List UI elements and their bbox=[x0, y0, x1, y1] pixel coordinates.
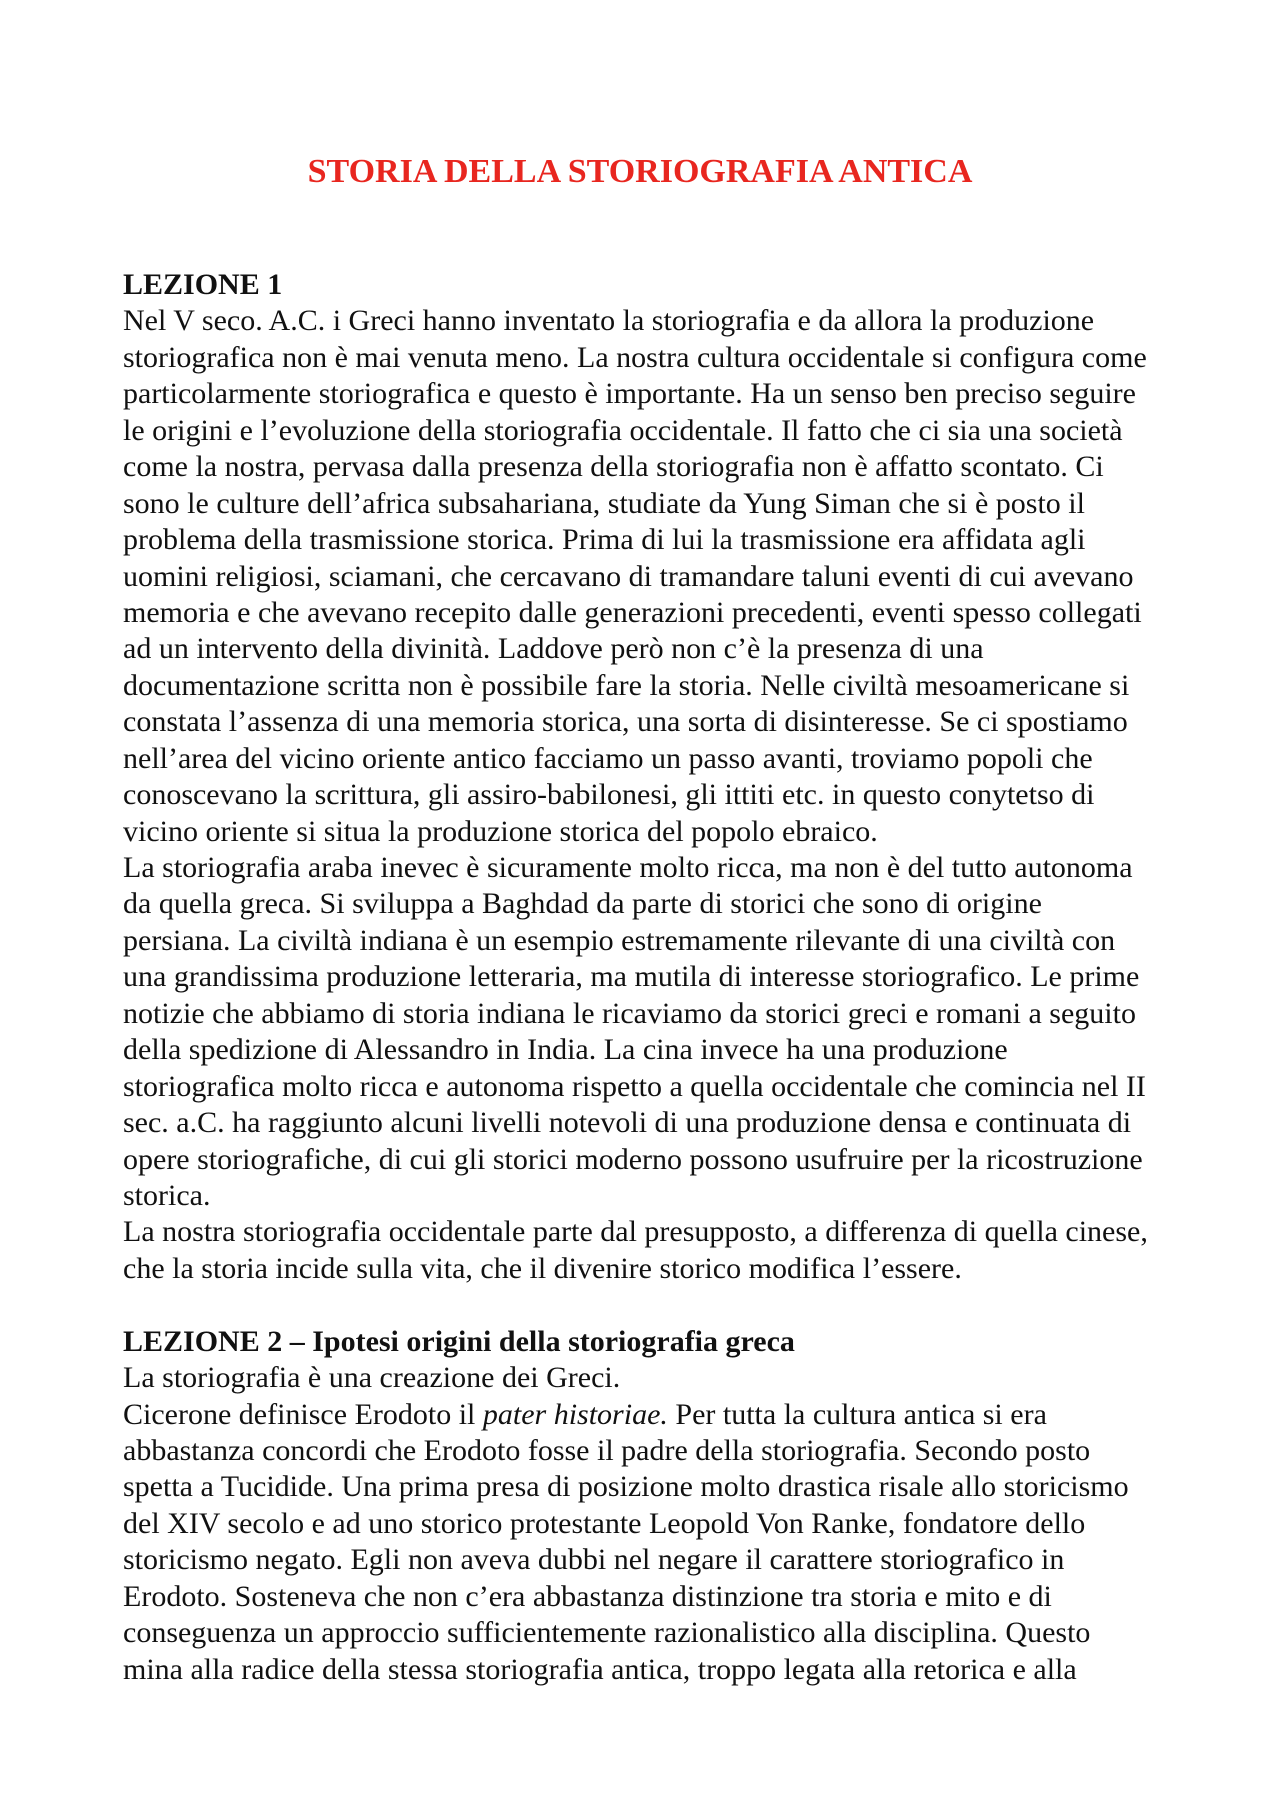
paragraph bbox=[123, 1214, 1183, 1287]
text-line bbox=[123, 1397, 1183, 1433]
text-line: La storiografia è una creazione dei Greci. bbox=[123, 1361, 621, 1395]
text-line: vicino oriente si situa la produzione storica del popolo ebraico. bbox=[123, 814, 878, 848]
text-line: ad un intervento della divinità. Laddove però non c’è la presenza di una bbox=[123, 632, 984, 666]
document-title: STORIA DELLA STORIOGRAFIA ANTICA bbox=[307, 153, 973, 190]
italic-text: pater historiae. bbox=[482, 1397, 668, 1431]
text-line: storiografica non è mai venuta meno. La nostra cultura occidentale si configura come bbox=[123, 340, 1147, 374]
text-line: conseguenza un approccio sufficientemente razionalistico alla disciplina. Questo bbox=[123, 1616, 1091, 1650]
text-line: Erodoto. Sosteneva che non c’era abbastanza distinzione tra storia e mito e di bbox=[123, 1579, 1052, 1613]
text-line: memoria e che avevano recepito dalle generazioni precedenti, eventi spesso collegati bbox=[123, 595, 1142, 629]
text-segment: Cicerone definisce Erodoto il bbox=[123, 1397, 483, 1431]
text-line: persiana. La civiltà indiana è un esempio estremamente rilevante di una civiltà con bbox=[123, 923, 1116, 957]
text-line: le origini e l’evoluzione della storiografia occidentale. Il fatto che ci sia una società bbox=[123, 413, 1123, 447]
text-line: che la storia incide sulla vita, che il divenire storico modifica l’essere. bbox=[123, 1251, 962, 1285]
text-line: come la nostra, pervasa dalla presenza della storiografia non è affatto scontato. Ci bbox=[123, 450, 1104, 484]
text-line: notizie che abbiamo di storia indiana le ricaviamo da storici greci e romani a seguito bbox=[123, 996, 1136, 1030]
text-line: problema della trasmissione storica. Prima di lui la trasmissione era affidata agli bbox=[123, 523, 1086, 557]
text-line: constata l’assenza di una memoria storica, una sorta di disinteresse. Se ci spostiamo bbox=[123, 705, 1128, 739]
text-line: storicismo negato. Egli non aveva dubbi nel negare il carattere storiografico in bbox=[123, 1543, 1065, 1577]
text-line: sec. a.C. ha raggiunto alcuni livelli notevoli di una produzione densa e continuata di bbox=[123, 1106, 1132, 1140]
text-line: documentazione scritta non è possibile fare la storia. Nelle civiltà mesoamericane si bbox=[123, 668, 1130, 702]
text-line: abbastanza concordi che Erodoto fosse il padre della storiografia. Secondo posto bbox=[123, 1434, 1091, 1467]
text-line: conoscevano la scrittura, gli assiro-babilonesi, gli ittiti etc. in questo conytetso di bbox=[123, 778, 1095, 812]
text-line: sono le culture dell’africa subsahariana, studiate da Yung Siman che si è posto il bbox=[123, 486, 1085, 520]
text-line: della spedizione di Alessandro in India. La cina invece ha una produzione bbox=[123, 1033, 1008, 1067]
document-body bbox=[123, 267, 1183, 1688]
text-line: del XIV secolo e ad uno storico protestante Leopold Von Ranke, fondatore dello bbox=[123, 1506, 1086, 1540]
text-segment: Per tutta la cultura antica si era bbox=[667, 1397, 1047, 1431]
section-heading: LEZIONE 2 – Ipotesi origini della storiografia greca bbox=[123, 1324, 795, 1358]
text-line: storica. bbox=[123, 1178, 211, 1212]
section bbox=[123, 267, 1183, 1287]
text-line: Nel V seco. A.C. i Greci hanno inventato la storiografia e da allora la produzione bbox=[123, 304, 1095, 338]
text-line: storiografica molto ricca e autonoma rispetto a quella occidentale che comincia nel II bbox=[123, 1069, 1146, 1103]
text-line: opere storiografiche, di cui gli storici moderno possono usufruire per la ricostruzione bbox=[123, 1142, 1143, 1176]
text-line: spetta a Tucidide. Una prima presa di posizione molto drastica risale allo storicismo bbox=[123, 1470, 1129, 1504]
text-line: La storiografia araba inevec è sicuramente molto ricca, ma non è del tutto autonoma bbox=[123, 851, 1133, 884]
text-line: nell’area del vicino oriente antico facciamo un passo avanti, troviamo popoli che bbox=[123, 741, 1093, 775]
text-line: La nostra storiografia occidentale parte dal presupposto, a differenza di quella cinese, bbox=[123, 1215, 1148, 1249]
section-heading: LEZIONE 1 bbox=[123, 268, 283, 301]
text-line: da quella greca. Si sviluppa a Baghdad da parte di storici che sono di origine bbox=[123, 887, 1042, 921]
text-line: mina alla radice della stessa storiografia antica, troppo legata alla retorica e alla bbox=[123, 1652, 1077, 1686]
paragraph bbox=[123, 1397, 1183, 1689]
paragraph bbox=[123, 303, 1183, 850]
paragraph bbox=[123, 850, 1183, 1214]
text-line: particolarmente storiografica e questo è importante. Ha un senso ben preciso seguire bbox=[123, 377, 1136, 411]
text-line: uomini religiosi, sciamani, che cercavano di tramandare taluni eventi di cui avevano bbox=[123, 559, 1134, 593]
section bbox=[123, 1324, 1183, 1688]
paragraph bbox=[123, 1360, 1183, 1396]
text-line: una grandissima produzione letteraria, ma mutila di interesse storiografico. Le prime bbox=[123, 960, 1140, 994]
